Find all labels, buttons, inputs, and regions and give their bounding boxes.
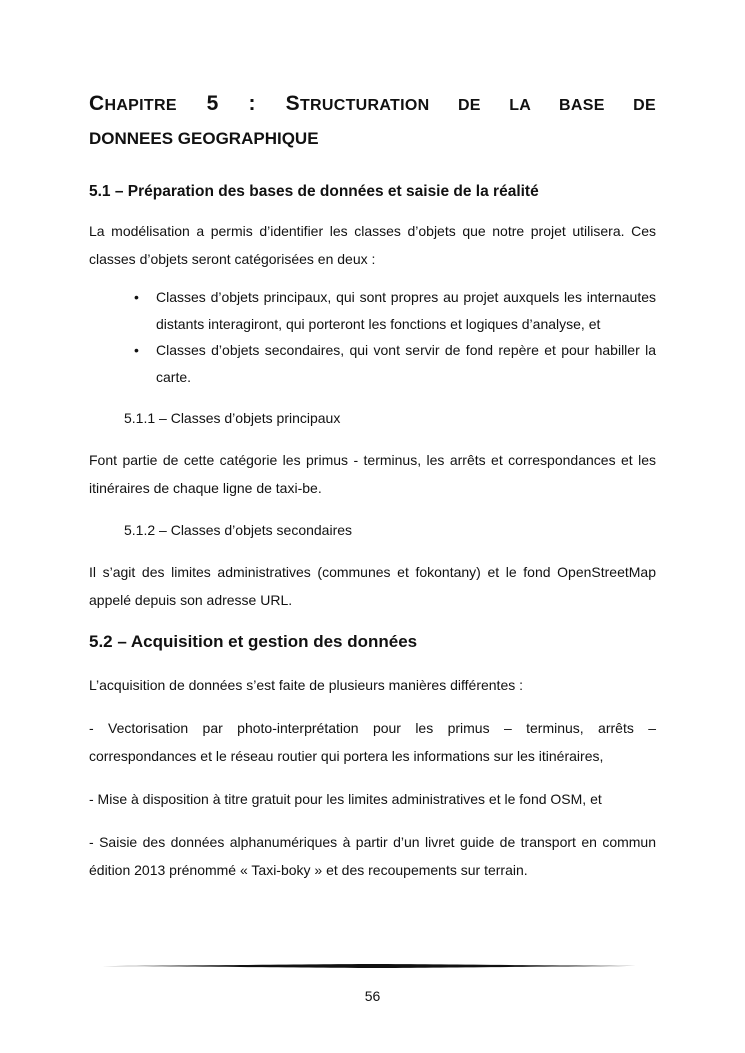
subsection-5-1-1-text: Font partie de cette catégorie les primus - terminus, les arrêts et correspondances et les itinéraires de chaque ligne de taxi-be.: [89, 452, 656, 496]
chapter-title-initial-2: S: [285, 92, 300, 115]
bullet-list: [89, 284, 656, 390]
acquisition-item: - Vectorisation par photo-interprétation pour les primus – terminus, arrêts – correspondances et le réseau routier qui portera les informations sur les itinéraires,: [89, 720, 656, 764]
section-heading-5-2: 5.2 – Acquisition et gestion des données: [89, 632, 418, 651]
chapter-title-rest: TRUCTURATION DE LA BASE DE: [299, 97, 656, 114]
chapter-number: 5 :: [176, 92, 286, 115]
page-number: 56: [364, 988, 381, 1004]
subsection-5-1-2-text: Il s’agit des limites administratives (communes et fokontany) et le fond OpenStreetMap appelé depuis son adresse URL.: [89, 564, 656, 608]
bullet-text: Classes d’objets secondaires, qui vont servir de fond repère et pour habiller la carte.: [156, 342, 656, 385]
footer-divider: [102, 962, 642, 970]
bullet-dot: •: [134, 289, 139, 305]
bullet-item: [134, 337, 656, 390]
section-5-1-intro: La modélisation a permis d’identifier les classes d’objets que notre projet utilisera. Ces classes d’objets seront catégorisées en deux :: [89, 223, 656, 267]
bullet-text: Classes d’objets principaux, qui sont propres au projet auxquels les internautes distants interagiront, qui porteront les fonctions et logiques d’analyse, et: [156, 289, 656, 332]
chapter-subtitle: DONNEES GEOGRAPHIQUE: [89, 129, 319, 148]
bullet-dot: •: [134, 342, 139, 358]
document-page: [89, 84, 656, 884]
chapter-title-word: HAPITRE: [104, 97, 177, 114]
chapter-title-initial: C: [89, 92, 105, 115]
bullet-item: [134, 284, 656, 337]
section-5-2-intro: L’acquisition de données s’est faite de plusieurs manières différentes :: [89, 677, 524, 693]
subsection-heading-5-1-1: 5.1.1 – Classes d’objets principaux: [124, 410, 341, 426]
subsection-heading-5-1-2: 5.1.2 – Classes d’objets secondaires: [124, 522, 353, 538]
chapter-title: [89, 84, 656, 126]
acquisition-item: - Saisie des données alphanumériques à partir d’un livret guide de transport en commun édition 2013 prénommé « Taxi-boky » et des recoupements sur terrain.: [89, 834, 656, 878]
acquisition-item: - Mise à disposition à titre gratuit pour les limites administratives et le fond OSM, et: [89, 791, 602, 807]
section-heading-5-1: 5.1 – Préparation des bases de données et saisie de la réalité: [89, 183, 539, 200]
